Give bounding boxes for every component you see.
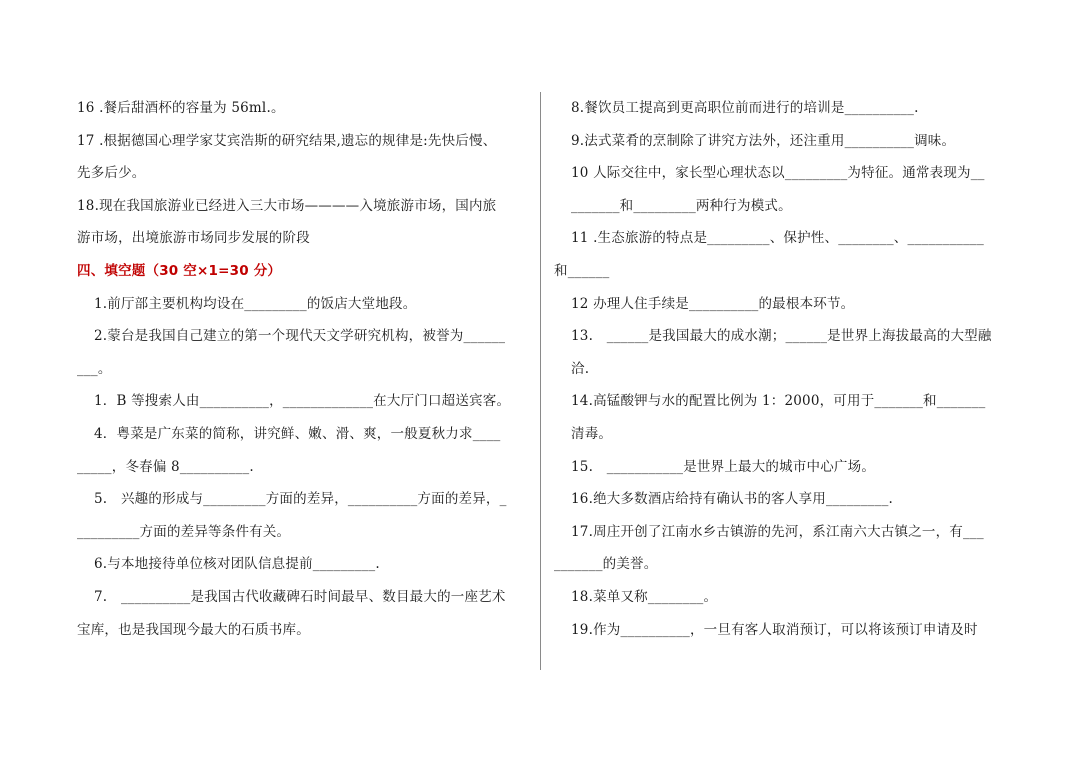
text-line: 17 .根据德国心理学家艾宾浩斯的研究结果,遗忘的规律是:先快后慢、 <box>77 132 497 149</box>
question-line: 7. __________是我国古代收藏碑石时间最早、数目最大的一座艺术 <box>94 588 506 605</box>
text-line: 先多后少。 <box>77 165 146 182</box>
text-line: 18.现在我国旅游业已经进入三大市场————入境旅游市场，国内旅 <box>77 197 497 214</box>
question-line: 1.前厅部主要机构均设在_________的饭店大堂地段。 <box>94 295 417 312</box>
question-line: 11 .生态旅游的特点是_________、保护性、________、___________ <box>571 230 984 247</box>
question-line: 17.周庄开创了江南水乡古镇游的先河，系江南六大古镇之一，有___ <box>571 523 984 540</box>
continuation-line: _________方面的差异等条件有关。 <box>77 523 291 540</box>
question-line: 18.菜单又称________。 <box>571 588 718 605</box>
text-line: 16 .餐后甜酒杯的容量为 56ml.。 <box>77 100 285 116</box>
question-line: 8.餐饮员工提高到更高职位前而进行的培训是__________. <box>571 100 919 116</box>
question-line: 19.作为__________，一旦有客人取消预订，可以将该预订申请及时 <box>571 621 978 638</box>
continuation-line: 清毒。 <box>571 425 613 442</box>
question-line: 13. ______是我国最大的成水潮；______是世界上海拔最高的大型融 <box>571 328 992 345</box>
question-line: 4．粤菜是广东菜的简称，讲究鲜、嫩、滑、爽，一般夏秋力求____ <box>94 425 501 442</box>
question-line: 5. 兴趣的形成与_________方面的差异，__________方面的差异，_ <box>94 491 507 508</box>
question-line: 16.绝大多数酒店给持有确认书的客人享用_________. <box>571 491 894 508</box>
continuation-line: 洽. <box>571 360 590 377</box>
question-line: 2.蒙台是我国自己建立的第一个现代天文学研究机构，被誉为______ <box>94 328 506 345</box>
question-line: 14.高锰酸钾与水的配置比例为 1：2000，可用于_______和_______ <box>571 393 986 410</box>
left-column <box>77 92 529 646</box>
question-line: 10 人际交往中，家长型心理状态以_________为特征。通常表现为__ <box>571 165 985 182</box>
continuation-line: _______和_________两种行为模式。 <box>571 197 792 214</box>
text-line: 游市场，出境旅游市场同步发展的阶段 <box>77 230 310 247</box>
right-column <box>554 92 1009 646</box>
question-line: 9.法式菜肴的烹制除了讲究方法外，还注重用__________调味。 <box>571 132 956 149</box>
question-line: 12 办理人住手续是__________的最根本环节。 <box>571 295 855 312</box>
question-line: 6.与本地接待单位核对团队信息提前_________. <box>94 556 380 573</box>
continuation-line: _______的美誉。 <box>554 556 658 573</box>
question-line: 1．B 等搜索人由__________，_____________在大厅门口超送宾客。 <box>94 393 511 410</box>
continuation-line: 宝库，也是我国现今最大的石质书库。 <box>77 621 310 638</box>
continuation-line: 和______ <box>554 262 610 279</box>
question-line: 15. ___________是世界上最大的城市中心广场。 <box>571 458 876 475</box>
continuation-line: _____，冬春偏 8__________. <box>77 458 254 475</box>
continuation-line: ___。 <box>77 360 112 377</box>
section-heading: 四、填空题（30 空×1=30 分） <box>77 262 282 279</box>
column-divider <box>540 92 541 670</box>
